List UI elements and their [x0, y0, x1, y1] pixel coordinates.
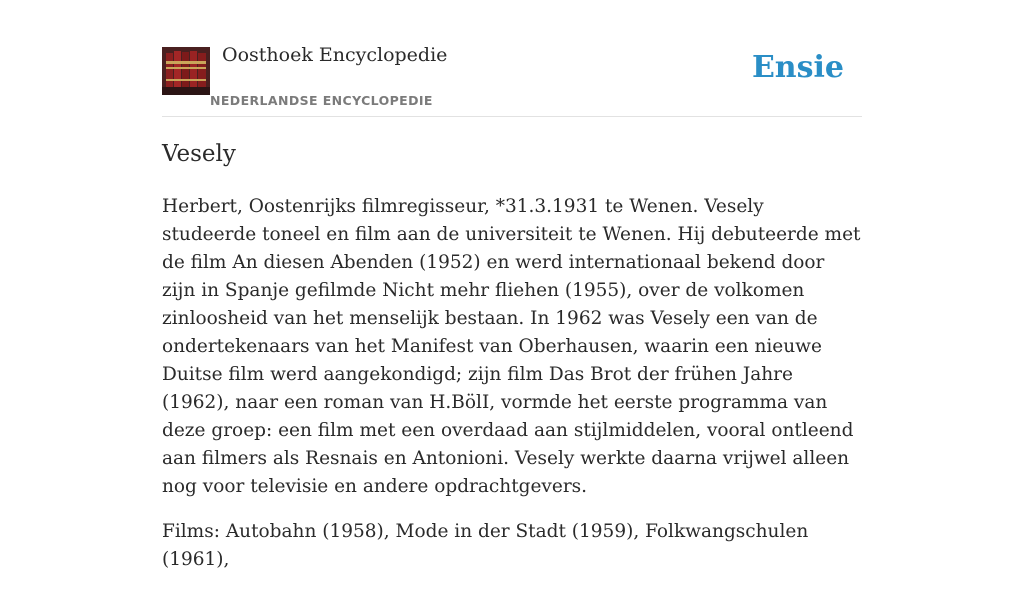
brand-logo-link[interactable]: Ensie: [751, 50, 844, 85]
site-subtitle: NEDERLANDSE ENCYCLOPEDIE: [210, 93, 433, 108]
site-title-link[interactable]: Oosthoek Encyclopedie: [222, 44, 448, 66]
article-title: Vesely: [162, 141, 236, 167]
article-paragraph: Herbert, Oostenrijks filmregisseur, *31.3.1931 te Wenen. Vesely studeerde toneel en film aan de universiteit te Wenen. Hij debuteerde met de film An diesen Abenden (1952) en werd internationaal bekend door zijn in Spanje gefilmde Nicht mehr fliehen (1955), over de volkomen zinloosheid van het menselijk bestaan. In 1962 was Vesely een van de ondertekenaars van het Manifest van Oberhausen, waarin een nieuwe Duitse film werd aangekondigd; zijn film Das Brot der frühen Jahre (1962), naar een roman van H.BölI, vormde het eerste programma van deze groep: een film met een overdaad aan stijlmiddelen, vooral ontleend aan filmers als Resnais en Antonioni. Vesely werkte daarna vrijwel alleen nog voor televisie en andere opdrachtgevers.: [162, 196, 861, 497]
article: [162, 138, 862, 591]
encyclopedia-books-icon[interactable]: [162, 47, 210, 95]
article-paragraph: Films: Autobahn (1958), Mode in der Stadt (1959), Folkwangschulen (1961),: [162, 521, 809, 570]
site-header: [162, 0, 862, 117]
